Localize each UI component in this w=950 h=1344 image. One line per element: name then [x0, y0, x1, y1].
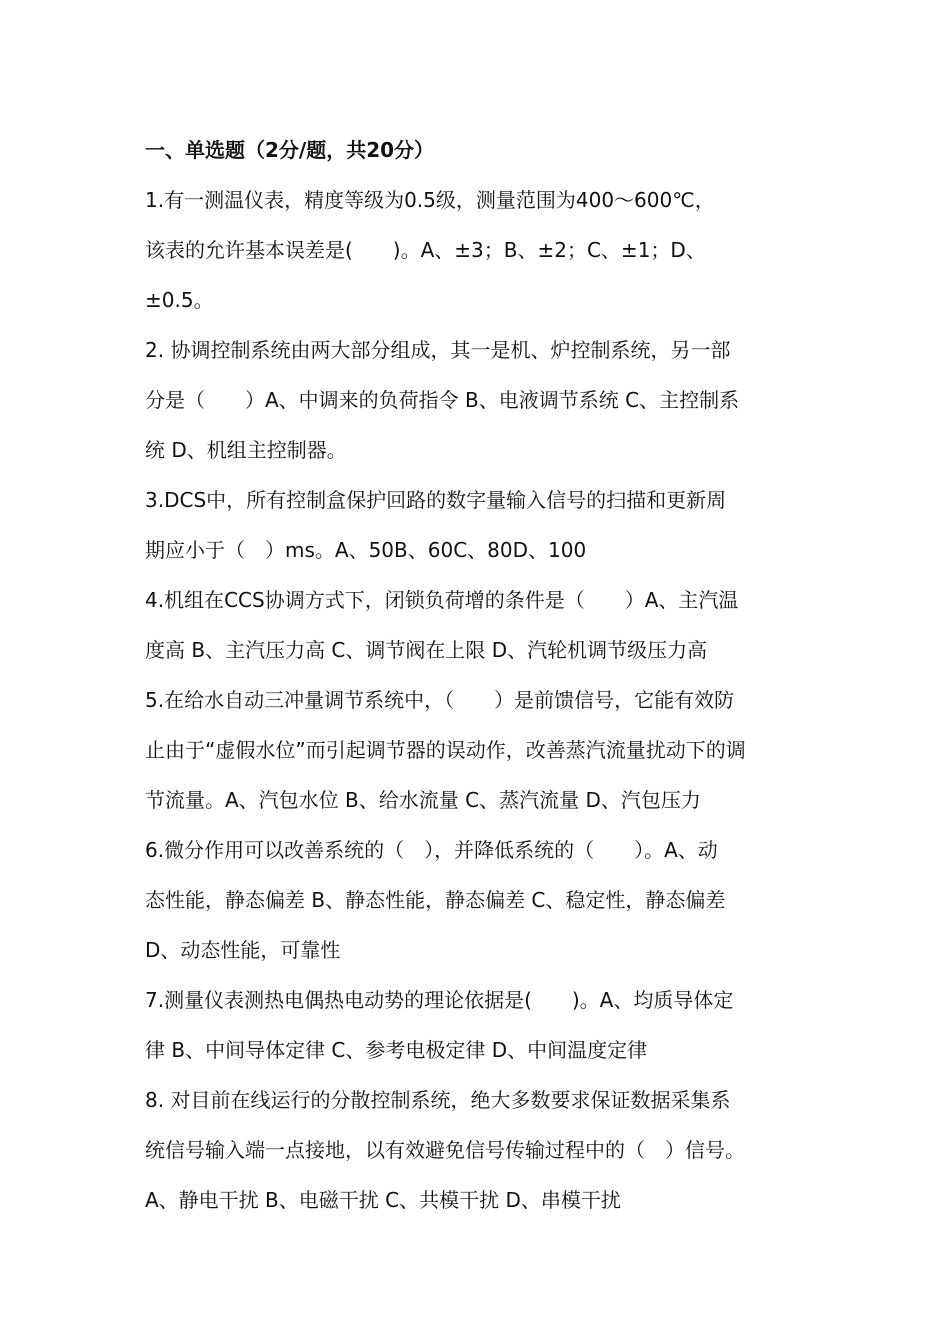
document-body — [145, 130, 835, 1225]
question-line: 8. 对目前在线运行的分散控制系统，绝大多数要求保证数据采集系 — [145, 1088, 731, 1112]
question-line: D、动态性能，可靠性 — [145, 938, 341, 962]
question-8 — [145, 1075, 835, 1225]
question-line: 5.在给水自动三冲量调节系统中，（ ）是前馈信号，它能有效防 — [145, 688, 735, 712]
question-line: A、静电干扰 B、电磁干扰 C、共模干扰 D、串模干扰 — [145, 1188, 621, 1212]
question-line: 3.DCS中，所有控制盒保护回路的数字量输入信号的扫描和更新周 — [145, 488, 727, 512]
question-2 — [145, 325, 835, 475]
question-line: 止由于“虚假水位”而引起调节器的误动作，改善蒸汽流量扰动下的调 — [145, 738, 746, 762]
question-line: 6.微分作用可以改善系统的（ ），并降低系统的（ ）。A、动 — [145, 838, 718, 862]
question-6 — [145, 825, 835, 975]
question-7 — [145, 975, 835, 1075]
question-line: 2. 协调控制系统由两大部分组成，其一是机、炉控制系统，另一部 — [145, 338, 731, 362]
question-line: 该表的允许基本误差是( )。A、±3；B、±2；C、±1；D、 — [145, 238, 706, 262]
question-4 — [145, 575, 835, 675]
question-line: ±0.5。 — [145, 288, 214, 312]
question-line: 律 B、中间导体定律 C、参考电极定律 D、中间温度定律 — [145, 1038, 648, 1062]
question-line: 度高 B、主汽压力高 C、调节阀在上限 D、汽轮机调节级压力高 — [145, 638, 708, 662]
question-line: 4.机组在CCS协调方式下，闭锁负荷增的条件是（ ）A、主汽温 — [145, 588, 739, 612]
question-3 — [145, 475, 835, 575]
question-1 — [145, 175, 835, 325]
question-line: 分是（ ）A、中调来的负荷指令 B、电液调节系统 C、主控制系 — [145, 388, 740, 412]
question-line: 统信号输入端一点接地，以有效避免信号传输过程中的（ ）信号。 — [145, 1138, 745, 1162]
question-line: 节流量。A、汽包水位 B、给水流量 C、蒸汽流量 D、汽包压力 — [145, 788, 701, 812]
question-line: 态性能，静态偏差 B、静态性能，静态偏差 C、稳定性，静态偏差 — [145, 888, 726, 912]
section-heading: 一、单选题（2分/题，共20分） — [145, 138, 435, 162]
question-line: 期应小于（ ）ms。A、50B、60C、80D、100 — [145, 538, 587, 562]
question-5 — [145, 675, 835, 825]
question-line: 1.有一测温仪表，精度等级为0.5级，测量范围为400～600℃， — [145, 188, 715, 212]
question-line: 7.测量仪表测热电偶热电动势的理论依据是( )。A、均质导体定 — [145, 988, 734, 1012]
question-line: 统 D、机组主控制器。 — [145, 438, 347, 462]
